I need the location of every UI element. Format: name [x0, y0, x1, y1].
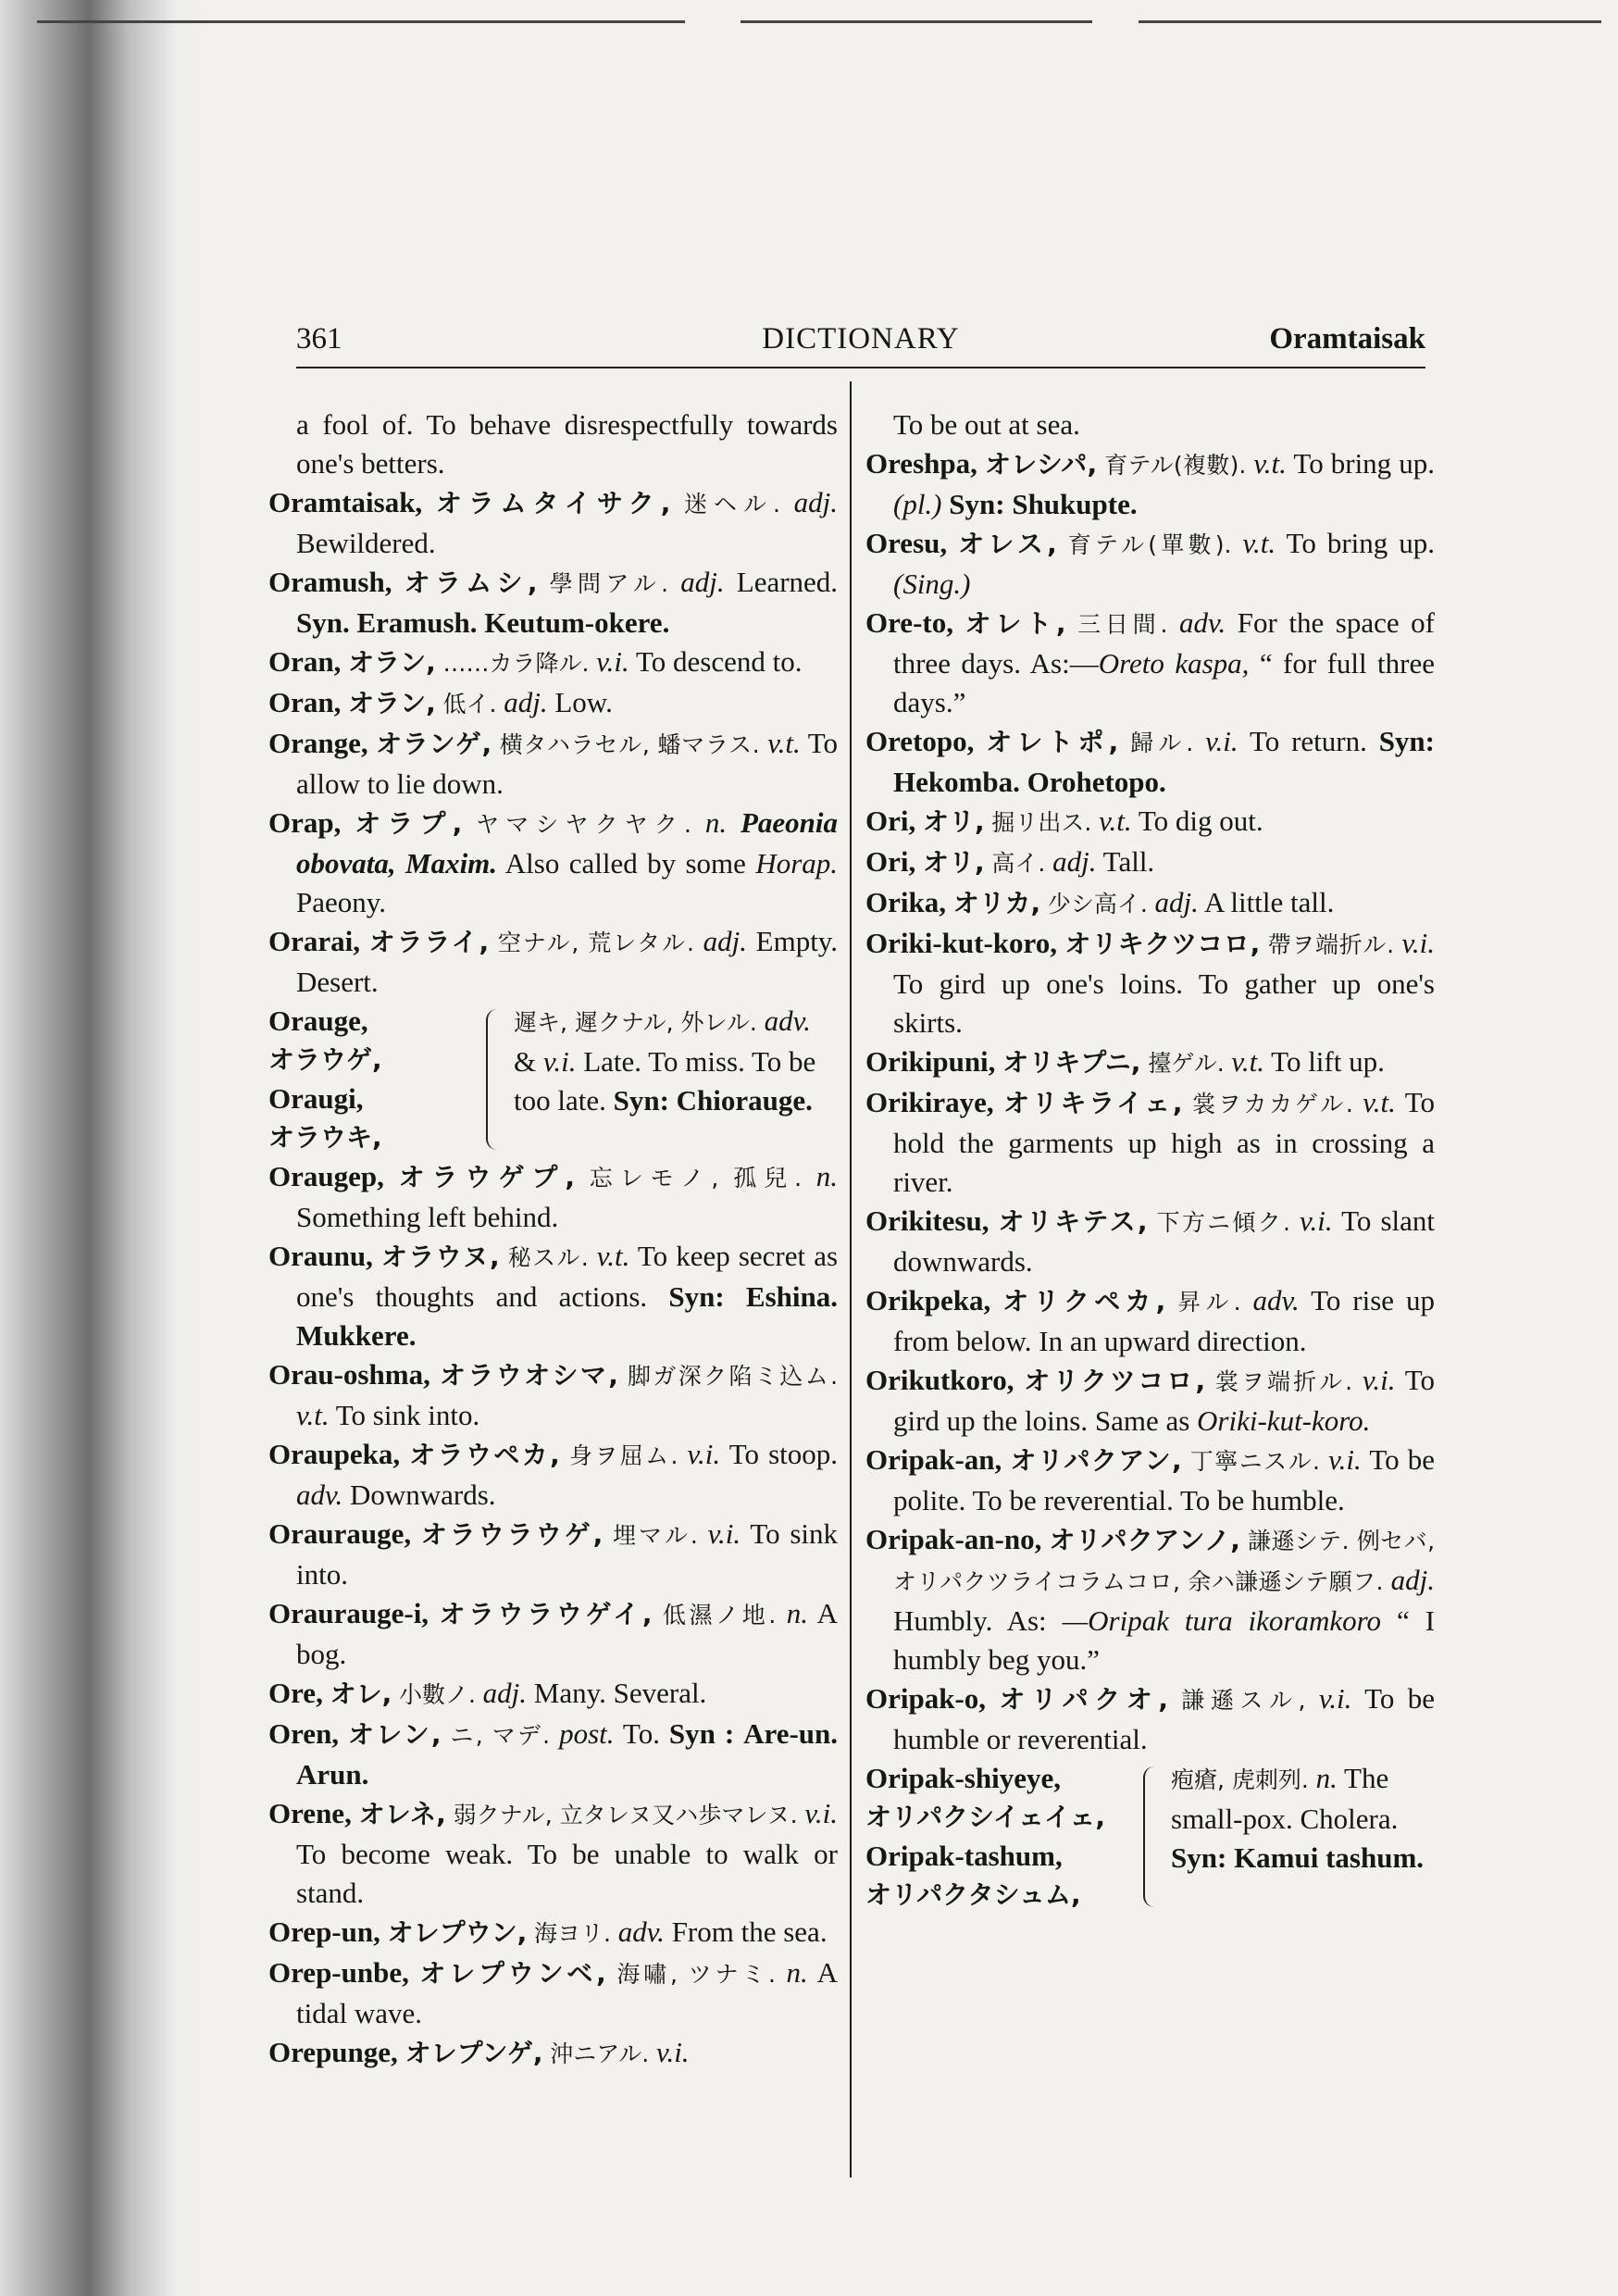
dictionary-entry: Orarai, オラライ, 空ナル, 荒レタル. adj. Empty. Desert. [268, 925, 839, 998]
dictionary-entry: Oramush, オラムシ, 學問アル. adj. Learned. Syn. Eramush. Keutum-okere. [268, 566, 839, 639]
dictionary-entry: Oraurauge-i, オラウラウゲイ, 低濕ノ地. n. A bog. [268, 1597, 838, 1670]
dictionary-entry: Oripak-an, オリパクアン, 丁寧ニスル. v.i. To be polite. To be reverential. To be humble. [865, 1443, 1436, 1516]
dictionary-entry: Orene, オレネ, 弱クナル, 立タレヌ又ハ歩マレヌ. v.i. To become weak. To be unable to walk or stand. [268, 1797, 838, 1909]
dictionary-entry: Oresu, オレス, 育テル(單數). v.t. To bring up. (Sing.) [865, 527, 1436, 600]
group-definition: 遲キ, 遲クナル, 外レル. adv. & v.i. Late. To miss. To be too late. Syn: Chiorauge. [514, 1004, 816, 1117]
dictionary-entry: Oran, オラン, ……カラ降ル. v.i. To descend to. [268, 645, 803, 678]
dictionary-entry: Oreshpa, オレシパ, 育テル(複數). v.t. To bring up. (pl.) Syn: Shukupte. [865, 447, 1435, 520]
page-header [296, 313, 1425, 368]
entry-continuation: a fool of. To behave disrespectfully towards one's betters. [296, 408, 838, 480]
left-column [268, 406, 838, 2074]
headword: Orauge, [268, 1004, 368, 1037]
dictionary-entry: Oran, オラン, 低イ. adj. Low. [268, 686, 613, 718]
braced-entry-group [865, 1759, 1435, 1915]
top-rule [741, 20, 1092, 23]
dictionary-entry: Ore-to, オレト, 三日間. adv. For the space of three days. As:—Oreto kaspa, “ for full three days.” [865, 606, 1435, 718]
dictionary-entry: Orikipuni, オリキプニ, 擡ゲル. v.t. To lift up. [865, 1045, 1385, 1078]
dictionary-entry: Orikitesu, オリキテス, 下方ニ傾ク. v.i. To slant downwards. [865, 1204, 1435, 1278]
top-rule [1139, 20, 1601, 23]
dictionary-entry: Orep-un, オレプウン, 海ヨリ. adv. From the sea. [268, 1915, 828, 1948]
kana: オラウキ, [268, 1122, 382, 1153]
entry-continuation: To be out at sea. [893, 408, 1080, 441]
kana: オリパクシイェイェ, [865, 1802, 1105, 1832]
dictionary-entry: Oraurauge, オラウラウゲ, 埋マル. v.i. To sink into. [268, 1517, 839, 1591]
dictionary-entry: Oraunu, オラウヌ, 秘スル. v.t. To keep secret as one's thoughts and actions. Syn: Eshina. Mukkere. [268, 1240, 839, 1352]
kana: オリパクタシュム, [865, 1879, 1081, 1910]
dictionary-entry: Oripak-o, オリパクオ, 謙遜スル, v.i. To be humble or reverential. [865, 1682, 1435, 1755]
dictionary-entry: Ori, オリ, 掘リ出ス. v.t. To dig out. [865, 805, 1263, 837]
dictionary-entry: Orika, オリカ, 少シ高イ. adj. A little tall. [865, 886, 1335, 918]
group-definition: 疱瘡, 虎刺列. n. The small-pox. Cholera. Syn: Kamui tashum. [1171, 1762, 1425, 1874]
dictionary-entry: Ore, オレ, 小數ノ. adj. Many. Several. [268, 1677, 707, 1709]
dictionary-entry: Orepunge, オレプンゲ, 沖ニアル. v.i. [268, 2036, 690, 2068]
dictionary-entry: Oramtaisak, オラムタイサク, 迷ヘル. adj. Bewildered. [268, 486, 838, 559]
page-number: 361 [296, 322, 342, 356]
headword: Oripak-tashum, [865, 1840, 1063, 1872]
dictionary-entry: Orap, オラプ, ヤマシヤクヤク. n. Paeonia obovata, Maxim. Also called by some Horap. Paeony. [268, 806, 839, 918]
brace [1143, 1766, 1160, 1907]
dictionary-entry: Orep-unbe, オレプウンベ, 海嘯, ツナミ. n. A tidal wave. [268, 1956, 839, 2029]
guide-word: Oramtaisak [1269, 322, 1425, 356]
column-divider [850, 381, 852, 2177]
right-column [865, 406, 1435, 1915]
dictionary-entry: Oriki-kut-koro, オリキクツコロ, 帶ヲ端折ル. v.i. To gird up one's loins. To gather up one's skirts. [865, 927, 1436, 1039]
page-edge-shadow [0, 0, 213, 2296]
brace [486, 1009, 503, 1150]
dictionary-entry: Oraupeka, オラウペカ, 身ヲ屈ム. v.i. To stoop. adv. Downwards. [268, 1438, 839, 1511]
dictionary-entry: Orikiraye, オリキライェ, 裳ヲカカゲル. v.t. To hold the garments up high as in crossing a river. [865, 1086, 1436, 1198]
headword: Oraugi, [268, 1082, 364, 1115]
headword: Oripak-shiyeye, [865, 1762, 1061, 1794]
dictionary-entry: Ori, オリ, 高イ. adj. Tall. [865, 845, 1155, 878]
braced-entry-group [268, 1002, 838, 1157]
dictionary-entry: Oraugep, オラウゲプ, 忘レモノ, 孤兒. n. Something left behind. [268, 1160, 839, 1233]
dictionary-entry: Orikutkoro, オリクツコロ, 裳ヲ端折ル. v.i. To gird up the loins. Same as Oriki-kut-koro. [865, 1364, 1436, 1437]
dictionary-entry: Orau-oshma, オラウオシマ, 脚ガ深ク陷ミ込ム. v.t. To sink into. [268, 1358, 839, 1431]
top-rule [37, 20, 685, 23]
dictionary-entry: Orikpeka, オリクペカ, 昇ル. adv. To rise up from below. In an upward direction. [865, 1284, 1436, 1357]
kana: オラウゲ, [268, 1044, 382, 1075]
dictionary-entry: Oretopo, オレトポ, 歸ル. v.i. To return. Syn: Hekomba. Orohetopo. [865, 725, 1435, 798]
dictionary-entry: Oren, オレン, ニ, マデ. post. To. Syn : Are-un. Arun. [268, 1717, 839, 1791]
dictionary-entry: Orange, オランゲ, 横タハラセル, 蟠マラス. v.t. To allow to lie down. [268, 727, 839, 800]
page-title: DICTIONARY [762, 322, 960, 356]
dictionary-entry: Oripak-an-no, オリパクアンノ, 謙遜シテ. 例セバ, オリパクツライコラムコロ, 余ハ謙遜シテ願フ. adj. Humbly. As: —Oripak tura ikoramkoro “ I humbly beg you.” [865, 1523, 1436, 1676]
